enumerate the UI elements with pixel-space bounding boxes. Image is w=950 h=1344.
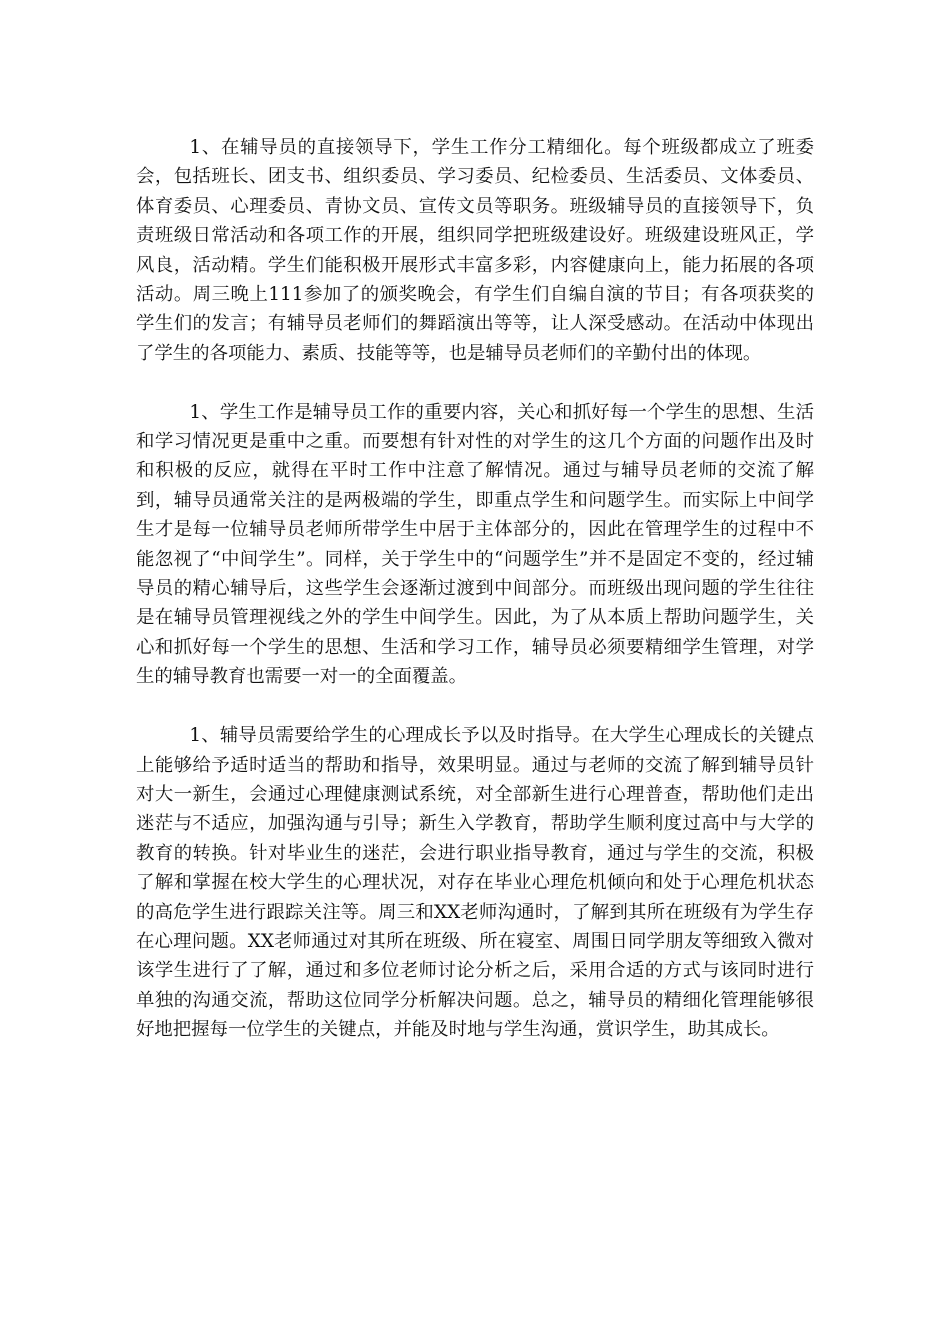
paragraph-1: 1、在辅导员的直接领导下，学生工作分工精细化。每个班级都成立了班委会，包括班长、团支书、组织委员、学习委员、纪检委员、生活委员、文体委员、体育委员、心理委员、青协文员、宣传文员等职务。班级辅导员的直接领导下，负责班级日常活动和各项工作的开展，组织同学把班级建设好。班级建设班风正，学风良，活动精。学生们能积极开展形式丰富多彩，内容健康向上，能力拓展的各项活动。周三晚上111参加了的颁奖晚会，有学生们自编自演的节目；有各项获奖的学生们的发言；有辅导员老师们的舞蹈演出等等，让人深受感动。在活动中体现出了学生的各项能力、素质、技能等等，也是辅导员老师们的辛勤付出的体现。 xyxy=(136,137,814,364)
document-body xyxy=(136,133,814,1045)
paragraph-2: 1、学生工作是辅导员工作的重要内容，关心和抓好每一个学生的思想、生活和学习情况更是重中之重。而要想有针对性的对学生的这几个方面的问题作出及时和积极的反应，就得在平时工作中注意了解情况。通过与辅导员老师的交流了解到，辅导员通常关注的是两极端的学生，即重点学生和问题学生。而实际上中间学生才是每一位辅导员老师所带学生中居于主体部分的，因此在管理学生的过程中不能忽视了“中间学生”。同样，关于学生中的“问题学生”并不是固定不变的，经过辅导员的精心辅导后，这些学生会逐渐过渡到中间部分。而班级出现问题的学生往往是在辅导员管理视线之外的学生中间学生。因此，为了从本质上帮助问题学生，关心和抓好每一个学生的思想、生活和学习工作，辅导员必须要精细学生管理，对学生的辅导教育也需要一对一的全面覆盖。 xyxy=(136,401,814,688)
paragraph-3: 1、辅导员需要给学生的心理成长予以及时指导。在大学生心理成长的关键点上能够给予适时适当的帮助和指导，效果明显。通过与老师的交流了解到辅导员针对大一新生，会通过心理健康测试系统，对全部新生进行心理普查，帮助他们走出迷茫与不适应，加强沟通与引导；新生入学教育，帮助学生顺利度过高中与大学的教育的转换。针对毕业生的迷茫，会进行职业指导教育，通过与学生的交流，积极了解和掌握在校大学生的心理状况，对存在毕业心理危机倾向和处于心理危机状态的高危学生进行跟踪关注等。周三和XX老师沟通时，了解到其所在班级有为学生存在心理问题。XX老师通过对其所在班级、所在寝室、周围日同学朋友等细致入微对该学生进行了了解，通过和多位老师讨论分析之后，采用合适的方式与该同时进行单独的沟通交流，帮助这位同学分析解决问题。总之，辅导员的精细化管理能够很好地把握每一位学生的关键点，并能及时地与学生沟通，赏识学生，助其成长。 xyxy=(136,725,814,1041)
